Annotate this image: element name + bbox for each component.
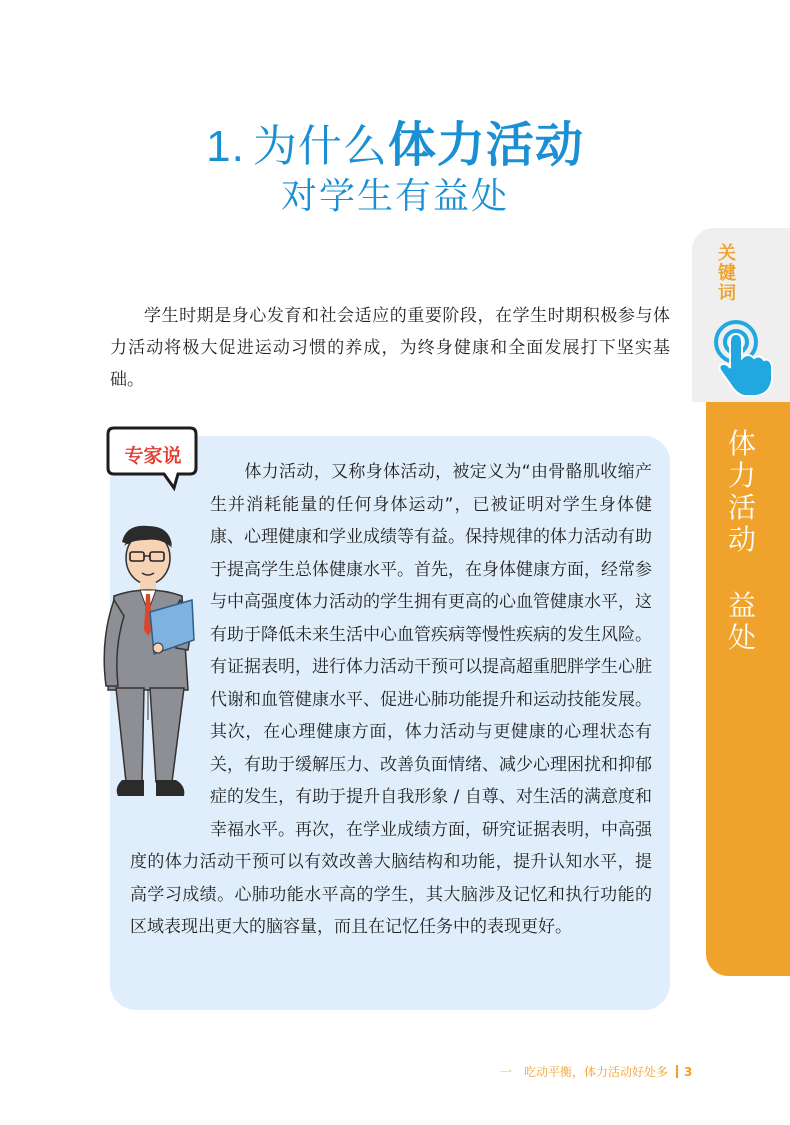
title-number: 1. xyxy=(206,122,245,171)
chapter-title: 一 吃动平衡，体力活动好处多 xyxy=(500,1065,669,1079)
keyword-title xyxy=(714,244,740,304)
keyword-title-char: 词 xyxy=(718,283,736,304)
keyword-char: 活 xyxy=(727,491,756,524)
title-highlight: 体力活动 xyxy=(387,117,584,173)
keyword-char: 益 xyxy=(727,589,756,622)
expert-label: 专家说 xyxy=(124,445,182,467)
keyword-char: 体 xyxy=(727,427,756,460)
keyword-char: 处 xyxy=(727,621,756,654)
page-number: 3 xyxy=(684,1065,693,1079)
page-footer xyxy=(500,1063,750,1080)
keyword-title-char: 键 xyxy=(718,263,736,284)
footer-separator xyxy=(676,1065,678,1078)
keyword-char: 动 xyxy=(727,523,756,556)
page-subtitle: 对学生有益处 xyxy=(280,176,509,217)
intro-paragraph: 学生时期是身心发育和社会适应的重要阶段，在学生时期积极参与体力活动将极大促进运动习惯的养成，为终身健康和全面发展打下坚实基础。 xyxy=(110,306,670,390)
keyword-gap xyxy=(722,556,762,590)
expert-paragraph: 体力活动，又称身体活动，被定义为“由骨骼肌收缩产生并消耗能量的任何身体运动”，已被证明对学生身体健康、心理健康和学业成绩等有益。保持规律的体力活动有助于提高学生总体健康水平。首先，在身体健康方面，经常参与中高强度体力活动的学生拥有更高的心血管健康水平，这有助于降低未来生活中心血管疾病等慢性疾病的发生风险。有证据表明，进行体力活动干预可以提高超重肥胖学生心脏代谢和血管健康水平、促进心肺功能提升和运动技能发展。其次，在心理健康方面，体力活动与更健康的心理状态有关，有助于缓解压力、改善负面情绪、减少心理困扰和抑郁症的发生，有助于提升自我形象 / 自尊、对生活的满意度和幸福水平。再次，在学业成绩方面，研究证据表明，中高强度的体力活动干预可以有效改善大脑结构和功能，提升认知水平，提高学习成绩。心肺功能水平高的学生，其大脑涉及记忆和执行功能的区域表现出更大的脑容量，而且在记忆任务中的表现更好。 xyxy=(130,462,652,937)
figure-spacer xyxy=(130,456,210,816)
tap-hand-icon xyxy=(708,318,780,398)
keyword-char: 力 xyxy=(727,459,756,492)
expert-text xyxy=(130,456,652,944)
title-prefix: 为什么 xyxy=(252,121,388,172)
keyword-list xyxy=(722,428,762,654)
page-title xyxy=(0,106,790,175)
keyword-title-char: 关 xyxy=(718,243,736,264)
